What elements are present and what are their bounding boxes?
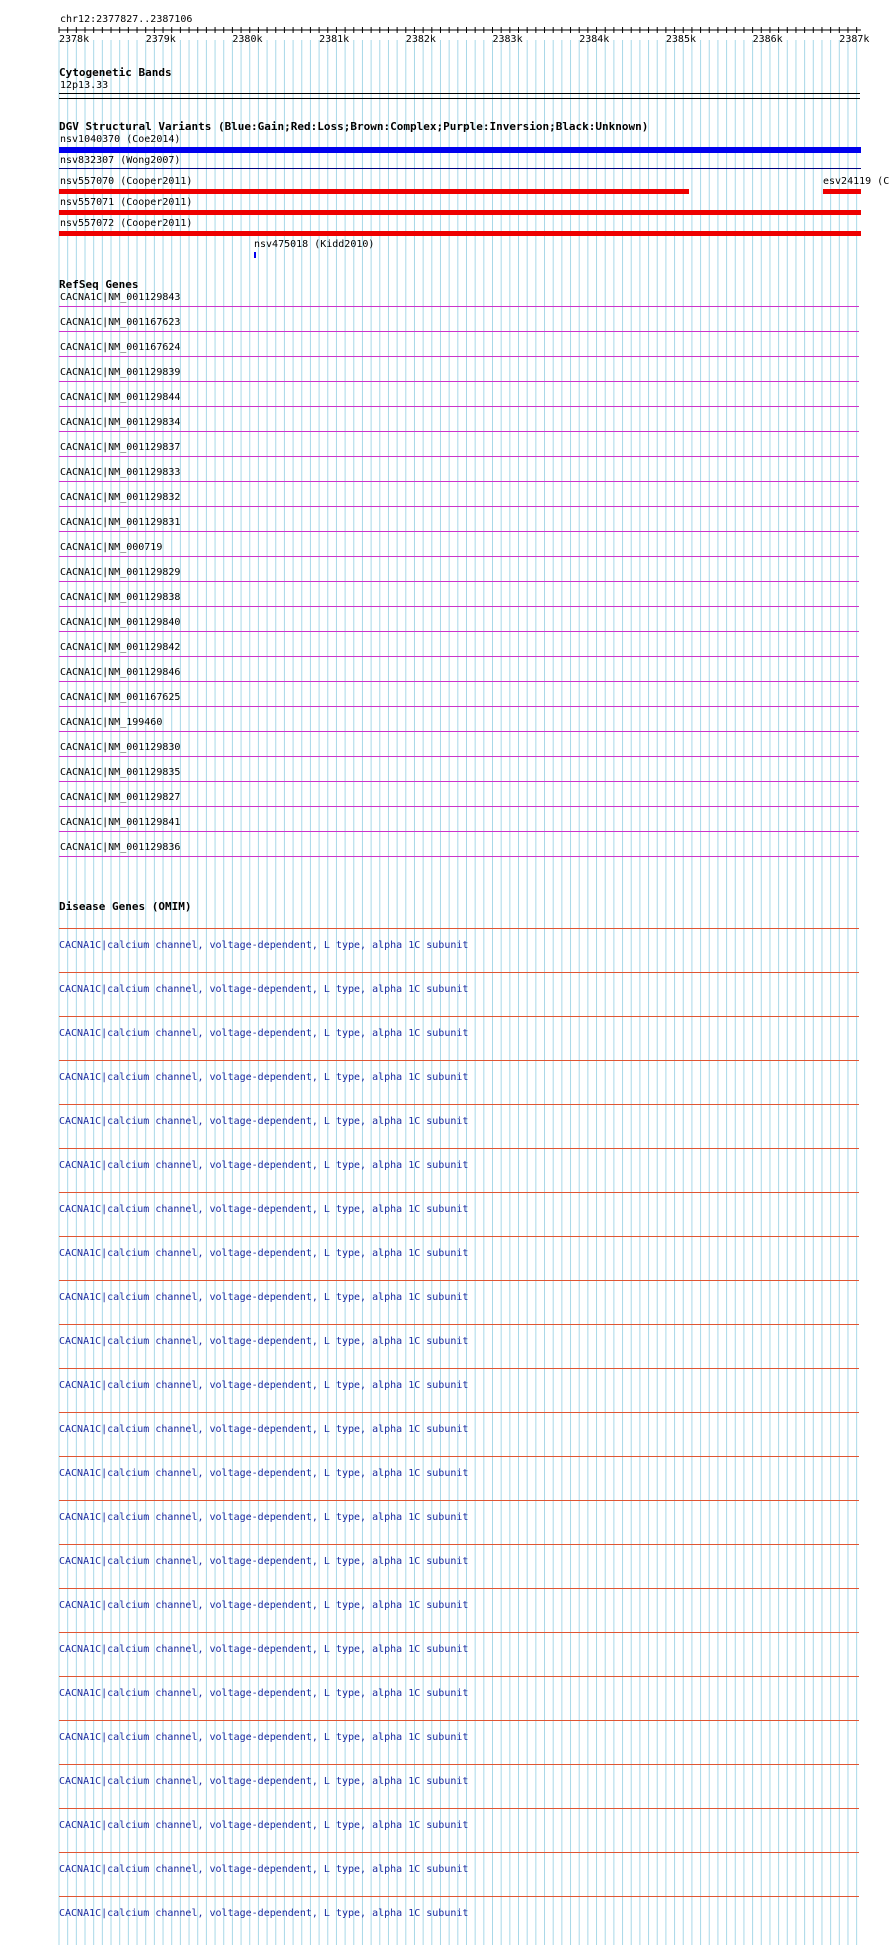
refseq-gene-label[interactable]: CACNA1C|NM_001129829 bbox=[60, 567, 181, 578]
refseq-gene-label[interactable]: CACNA1C|NM_001129846 bbox=[60, 667, 181, 678]
omim-entry-label[interactable]: CACNA1C|calcium channel, voltage-dependent, L type, alpha 1C subunit bbox=[59, 1512, 469, 1523]
refseq-gene-label[interactable]: CACNA1C|NM_001129831 bbox=[60, 517, 181, 528]
variant-label[interactable]: nsv557070 (Cooper2011) bbox=[60, 176, 193, 187]
refseq-gene-line[interactable] bbox=[59, 356, 859, 357]
omim-entry-label[interactable]: CACNA1C|calcium channel, voltage-dependent, L type, alpha 1C subunit bbox=[59, 940, 469, 951]
refseq-gene-label[interactable]: CACNA1C|NM_001129836 bbox=[60, 842, 181, 853]
refseq-gene-line[interactable] bbox=[59, 756, 859, 757]
ruler-tick-label: 2382k bbox=[405, 34, 436, 45]
omim-entry-label[interactable]: CACNA1C|calcium channel, voltage-dependent, L type, alpha 1C subunit bbox=[59, 1072, 469, 1083]
refseq-gene-label[interactable]: CACNA1C|NM_001129843 bbox=[60, 292, 181, 303]
omim-entry-label[interactable]: CACNA1C|calcium channel, voltage-dependent, L type, alpha 1C subunit bbox=[59, 1732, 469, 1743]
refseq-gene-line[interactable] bbox=[59, 706, 859, 707]
omim-entry-line[interactable] bbox=[59, 928, 859, 929]
omim-entry-label[interactable]: CACNA1C|calcium channel, voltage-dependent, L type, alpha 1C subunit bbox=[59, 1248, 469, 1259]
refseq-gene-line[interactable] bbox=[59, 531, 859, 532]
omim-entry-label[interactable]: CACNA1C|calcium channel, voltage-dependent, L type, alpha 1C subunit bbox=[59, 1424, 469, 1435]
cytoband-label[interactable]: 12p13.33 bbox=[60, 80, 109, 91]
cytoband-track-title: Cytogenetic Bands bbox=[59, 66, 172, 79]
omim-entry-line[interactable] bbox=[59, 1192, 859, 1193]
omim-entry-label[interactable]: CACNA1C|calcium channel, voltage-dependent, L type, alpha 1C subunit bbox=[59, 1908, 469, 1919]
refseq-gene-label[interactable]: CACNA1C|NM_001167623 bbox=[60, 317, 181, 328]
ruler-tick-label: 2380k bbox=[232, 34, 263, 45]
variant-bar-gain[interactable] bbox=[59, 147, 861, 153]
refseq-gene-line[interactable] bbox=[59, 631, 859, 632]
refseq-gene-label[interactable]: CACNA1C|NM_001167624 bbox=[60, 342, 181, 353]
refseq-gene-label[interactable]: CACNA1C|NM_000719 bbox=[60, 542, 163, 553]
refseq-gene-line[interactable] bbox=[59, 556, 859, 557]
variant-label[interactable]: esv24119 (C bbox=[823, 176, 890, 187]
omim-entry-label[interactable]: CACNA1C|calcium channel, voltage-dependent, L type, alpha 1C subunit bbox=[59, 1776, 469, 1787]
ruler-tick-label: 2384k bbox=[579, 34, 610, 45]
variant-bar-loss[interactable] bbox=[59, 231, 861, 236]
variant-label[interactable]: nsv475018 (Kidd2010) bbox=[254, 239, 375, 250]
variant-bar-gain-small[interactable] bbox=[254, 252, 256, 258]
refseq-gene-line[interactable] bbox=[59, 456, 859, 457]
omim-entry-label[interactable]: CACNA1C|calcium channel, voltage-dependent, L type, alpha 1C subunit bbox=[59, 1864, 469, 1875]
cytoband-divider-lower bbox=[59, 98, 860, 99]
omim-entry-label[interactable]: CACNA1C|calcium channel, voltage-dependent, L type, alpha 1C subunit bbox=[59, 1204, 469, 1215]
refseq-gene-line[interactable] bbox=[59, 831, 859, 832]
refseq-gene-label[interactable]: CACNA1C|NM_001129840 bbox=[60, 617, 181, 628]
omim-entry-line[interactable] bbox=[59, 1280, 859, 1281]
omim-track-title: Disease Genes (OMIM) bbox=[59, 900, 192, 913]
refseq-gene-line[interactable] bbox=[59, 431, 859, 432]
refseq-gene-label[interactable]: CACNA1C|NM_001129838 bbox=[60, 592, 181, 603]
ruler-tick-label: 2381k bbox=[319, 34, 350, 45]
omim-entry-line[interactable] bbox=[59, 1412, 859, 1413]
omim-entry-line[interactable] bbox=[59, 1104, 859, 1105]
omim-entry-line[interactable] bbox=[59, 1016, 859, 1017]
refseq-gene-label[interactable]: CACNA1C|NM_001129827 bbox=[60, 792, 181, 803]
omim-entry-line[interactable] bbox=[59, 1544, 859, 1545]
omim-entry-line[interactable] bbox=[59, 972, 859, 973]
omim-entry-line[interactable] bbox=[59, 1720, 859, 1721]
omim-entry-line[interactable] bbox=[59, 1808, 859, 1809]
ruler-tick-label: 2379k bbox=[145, 34, 176, 45]
refseq-gene-line[interactable] bbox=[59, 406, 859, 407]
omim-entry-line[interactable] bbox=[59, 1148, 859, 1149]
omim-entry-line[interactable] bbox=[59, 1676, 859, 1677]
omim-entry-label[interactable]: CACNA1C|calcium channel, voltage-dependent, L type, alpha 1C subunit bbox=[59, 1556, 469, 1567]
refseq-gene-line[interactable] bbox=[59, 806, 859, 807]
refseq-gene-label[interactable]: CACNA1C|NM_199460 bbox=[60, 717, 163, 728]
refseq-gene-line[interactable] bbox=[59, 656, 859, 657]
omim-entry-label[interactable]: CACNA1C|calcium channel, voltage-dependent, L type, alpha 1C subunit bbox=[59, 1028, 469, 1039]
refseq-gene-label[interactable]: CACNA1C|NM_001129841 bbox=[60, 817, 181, 828]
refseq-gene-label[interactable]: CACNA1C|NM_001129837 bbox=[60, 442, 181, 453]
refseq-gene-label[interactable]: CACNA1C|NM_001129842 bbox=[60, 642, 181, 653]
variant-label[interactable]: nsv557072 (Cooper2011) bbox=[60, 218, 193, 229]
refseq-gene-line[interactable] bbox=[59, 306, 859, 307]
refseq-gene-line[interactable] bbox=[59, 781, 859, 782]
omim-entry-label[interactable]: CACNA1C|calcium channel, voltage-dependent, L type, alpha 1C subunit bbox=[59, 1688, 469, 1699]
refseq-gene-label[interactable]: CACNA1C|NM_001129835 bbox=[60, 767, 181, 778]
refseq-gene-line[interactable] bbox=[59, 581, 859, 582]
omim-entry-label[interactable]: CACNA1C|calcium channel, voltage-dependent, L type, alpha 1C subunit bbox=[59, 1644, 469, 1655]
omim-entry-line[interactable] bbox=[59, 1588, 859, 1589]
omim-entry-line[interactable] bbox=[59, 1236, 859, 1237]
refseq-gene-line[interactable] bbox=[59, 481, 859, 482]
omim-entry-label[interactable]: CACNA1C|calcium channel, voltage-dependent, L type, alpha 1C subunit bbox=[59, 1160, 469, 1171]
omim-entry-label[interactable]: CACNA1C|calcium channel, voltage-dependent, L type, alpha 1C subunit bbox=[59, 1380, 469, 1391]
refseq-gene-label[interactable]: CACNA1C|NM_001129839 bbox=[60, 367, 181, 378]
variant-bar-loss[interactable] bbox=[59, 210, 861, 215]
refseq-gene-line[interactable] bbox=[59, 331, 859, 332]
refseq-gene-label[interactable]: CACNA1C|NM_001129834 bbox=[60, 417, 181, 428]
ruler-tick-label: 2387k bbox=[839, 34, 870, 45]
refseq-gene-line[interactable] bbox=[59, 856, 859, 857]
omim-entry-line[interactable] bbox=[59, 1852, 859, 1853]
refseq-gene-label[interactable]: CACNA1C|NM_001129830 bbox=[60, 742, 181, 753]
variant-bar-unknown[interactable] bbox=[59, 168, 861, 169]
omim-entry-line[interactable] bbox=[59, 1764, 859, 1765]
refseq-gene-line[interactable] bbox=[59, 681, 859, 682]
omim-entry-label[interactable]: CACNA1C|calcium channel, voltage-dependent, L type, alpha 1C subunit bbox=[59, 1600, 469, 1611]
omim-entry-line[interactable] bbox=[59, 1368, 859, 1369]
cytoband-divider bbox=[59, 93, 860, 94]
ruler-tick-label: 2386k bbox=[752, 34, 783, 45]
refseq-gene-line[interactable] bbox=[59, 606, 859, 607]
omim-entry-line[interactable] bbox=[59, 1324, 859, 1325]
omim-entry-label[interactable]: CACNA1C|calcium channel, voltage-dependent, L type, alpha 1C subunit bbox=[59, 1292, 469, 1303]
omim-entry-label[interactable]: CACNA1C|calcium channel, voltage-dependent, L type, alpha 1C subunit bbox=[59, 984, 469, 995]
refseq-gene-label[interactable]: CACNA1C|NM_001129833 bbox=[60, 467, 181, 478]
omim-entry-label[interactable]: CACNA1C|calcium channel, voltage-dependent, L type, alpha 1C subunit bbox=[59, 1468, 469, 1479]
refseq-gene-label[interactable]: CACNA1C|NM_001129832 bbox=[60, 492, 181, 503]
ruler-tick-label: 2383k bbox=[492, 34, 523, 45]
variant-bar-loss[interactable] bbox=[59, 189, 689, 194]
ruler-tick-label: 2385k bbox=[665, 34, 696, 45]
refseq-gene-line[interactable] bbox=[59, 506, 859, 507]
omim-entry-line[interactable] bbox=[59, 1060, 859, 1061]
omim-entry-line[interactable] bbox=[59, 1456, 859, 1457]
omim-entry-label[interactable]: CACNA1C|calcium channel, voltage-dependent, L type, alpha 1C subunit bbox=[59, 1116, 469, 1127]
refseq-track-title: RefSeq Genes bbox=[59, 278, 139, 291]
omim-entry-line[interactable] bbox=[59, 1500, 859, 1501]
location-label: chr12:2377827..2387106 bbox=[60, 14, 193, 25]
variant-label[interactable]: nsv1040370 (Coe2014) bbox=[60, 134, 181, 145]
variant-label[interactable]: nsv557071 (Cooper2011) bbox=[60, 197, 193, 208]
refseq-gene-line[interactable] bbox=[59, 381, 859, 382]
refseq-gene-line[interactable] bbox=[59, 731, 859, 732]
dgv-track-title: DGV Structural Variants (Blue:Gain;Red:Loss;Brown:Complex;Purple:Inversion;Black:Unknown) bbox=[59, 120, 649, 133]
omim-entry-label[interactable]: CACNA1C|calcium channel, voltage-dependent, L type, alpha 1C subunit bbox=[59, 1336, 469, 1347]
variant-bar-loss[interactable] bbox=[823, 189, 861, 194]
variant-label[interactable]: nsv832307 (Wong2007) bbox=[60, 155, 181, 166]
omim-entry-line[interactable] bbox=[59, 1896, 859, 1897]
refseq-gene-label[interactable]: CACNA1C|NM_001129844 bbox=[60, 392, 181, 403]
refseq-gene-label[interactable]: CACNA1C|NM_001167625 bbox=[60, 692, 181, 703]
ruler-tick-label: 2378k bbox=[59, 34, 90, 45]
omim-entry-label[interactable]: CACNA1C|calcium channel, voltage-dependent, L type, alpha 1C subunit bbox=[59, 1820, 469, 1831]
omim-entry-line[interactable] bbox=[59, 1632, 859, 1633]
